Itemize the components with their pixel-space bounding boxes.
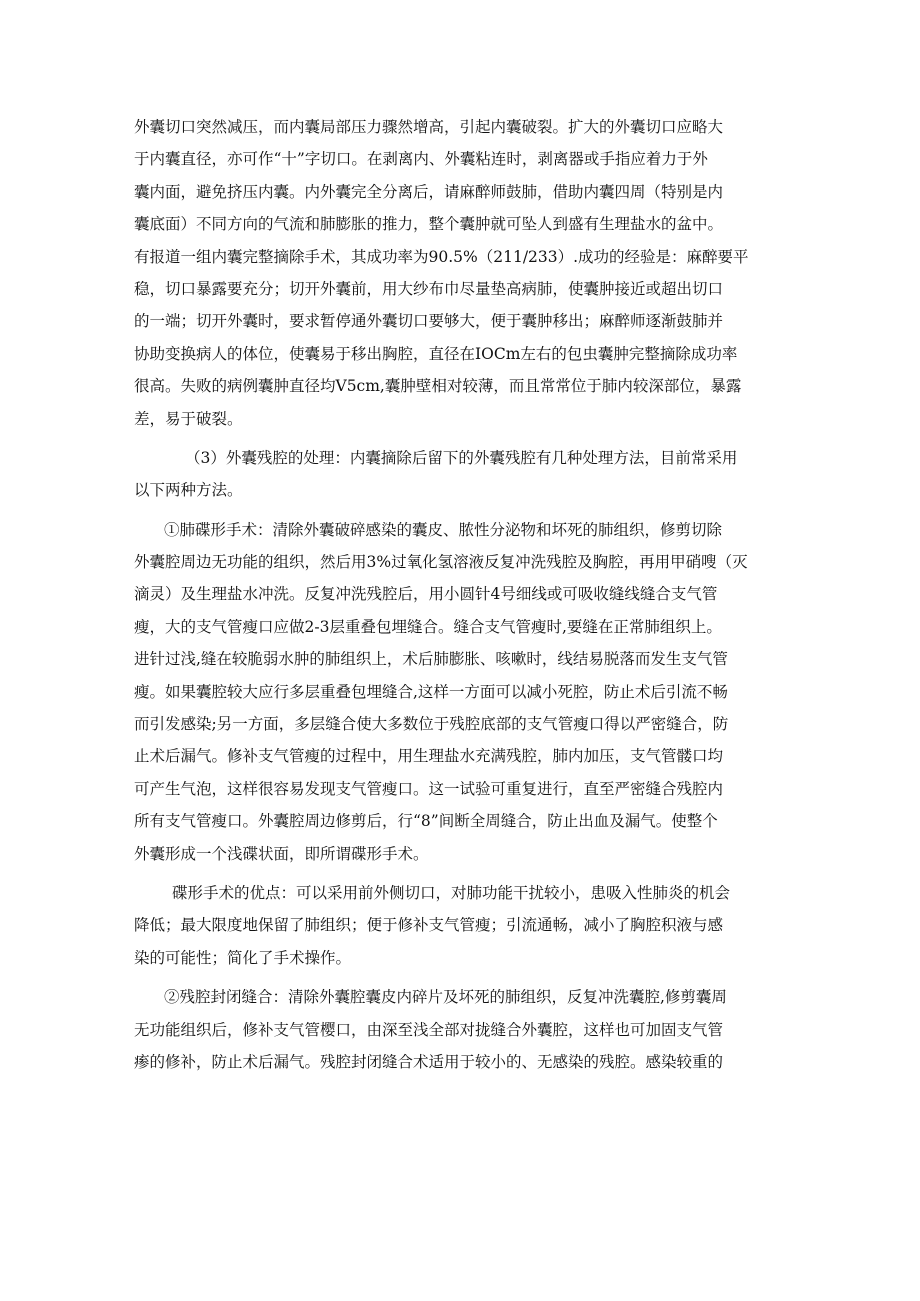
text-line: ①肺碟形手术：清除外囊破碎感染的囊皮、脓性分泌物和坏死的肺组织，修剪切除: [164, 520, 723, 539]
text-line: 碟形手术的优点：可以采用前外侧切口，对肺功能干扰较小，患吸入性肺炎的机会: [172, 883, 731, 902]
paragraph-spacer: [134, 435, 794, 442]
paragraph-cavity-closure: [134, 981, 794, 1078]
text-line: 有报道一组内囊完整摘除手术，其成功率为90.5%（211/233）.成功的经验是：麻醉要平: [134, 247, 749, 266]
text-line: 囊底面）不同方向的气流和肺膨胀的推力，整个囊肿就可坠人到盛有生理盐水的盆中。: [134, 215, 724, 234]
text-line: （3）外囊残腔的处理：内囊摘除后留下的外囊残腔有几种处理方法，目前常采用: [185, 448, 738, 467]
text-line: 瘆的修补，防止术后漏气。残腔封闭缝合术适用于较小的、无感染的残腔。感染较重的: [134, 1052, 724, 1071]
text-line: 所有支气管瘦口。外囊腔周边修剪后，行“8”间断全周缝合，防止出血及漏气。使整个: [134, 812, 718, 831]
text-line: 无功能组织后，修补支气管樱口，由深至浅全部对拢缝合外囊腔，这样也可加固支气管: [134, 1020, 724, 1039]
paragraph-spacer: [134, 974, 794, 981]
paragraph-spacer: [134, 507, 794, 514]
text-line: 滴灵）及生理盐水冲洗。反复冲洗残腔后，用小圆针4号细线或可吸收缝线缝合支气管: [134, 585, 718, 604]
paragraph-spacer: [134, 870, 794, 877]
text-line: 瘦，大的支气管瘦口应做2-3层重叠包埋缝合。缝合支气管瘦时,要缝在正常肺组织上。: [134, 617, 722, 636]
text-line: 差，易于破裂。: [134, 409, 243, 428]
text-line: 进针过浅,缝在较脆弱水肿的肺组织上，术后肺膨胀、咳嗽时，线结易脱落而发生支气管: [134, 650, 728, 669]
text-line: 外囊腔周边无功能的组织，然后用3%过氧化氢溶液反复冲洗残腔及胸腔，再用甲硝嗖（灭: [134, 553, 748, 572]
text-line: 染的可能性；简化了手术操作。: [134, 948, 352, 967]
text-line: 瘦。如果囊腔较大应行多层重叠包埋缝合,这样一方面可以减小死腔，防止术后引流不畅: [134, 682, 728, 701]
paragraph-saucerization-advantages: [134, 877, 794, 974]
text-line: 止术后漏气。修补支气管瘦的过程中，用生理盐水充满残腔，肺内加压，支气管髅口均: [134, 747, 724, 766]
paragraph-inner-cyst-removal: [134, 111, 794, 435]
document-body: [134, 111, 794, 1078]
text-line: 外囊形成一个浅碟状面，即所谓碟形手术。: [134, 844, 429, 863]
text-line: 降低；最大限度地保留了肺组织；便于修补支气管瘦；引流通畅，减小了胸腔积液与感: [134, 916, 724, 935]
text-line: 稳，切口暴露要充分；切开外囊前，用大纱布巾尽量垫高病肺，使囊肿接近或超出切口: [134, 279, 724, 298]
text-line: 可产生气泡，这样很容易发现支气管瘦口。这一试验可重复进行，直至严密缝合残腔内: [134, 779, 724, 798]
text-line: 的一端；切开外囊时，要求暂停通外囊切口要够大，便于囊肿移出；麻醉师逐渐鼓肺并: [134, 312, 724, 331]
text-line: 以下两种方法。: [134, 481, 243, 500]
paragraph-saucerization: [134, 514, 794, 870]
text-line: ②残腔封闭缝合：清除外囊腔囊皮内碎片及坏死的肺组织，反复冲洗囊腔,修剪囊周: [164, 988, 727, 1007]
text-line: 而引发感染;另一方面，多层缝合使大多数位于残腔底部的支气管瘦口得以严密缝合，防: [134, 715, 729, 734]
text-line: 于内囊直径，亦可作“十”字切口。在剥离内、外囊粘连时，剥离器或手指应着力于外: [134, 150, 708, 169]
text-line: 囊内面，避免挤压内囊。内外囊完全分离后，请麻醉师鼓肺，借助内囊四周（特别是内: [134, 182, 724, 201]
paragraph-residual-cavity-heading: [134, 442, 794, 507]
text-line: 很高。失败的病例囊肿直径均V5cm,囊肿壁相对较薄，而且常常位于肺内较深部位，暴露: [134, 377, 742, 396]
text-line: 协助变换病人的体位，使囊易于移出胸腔，直径在IOCm左右的包虫囊肿完整摘除成功率: [134, 344, 738, 363]
text-line: 外囊切口突然减压，而内囊局部压力骤然增高，引起内囊破裂。扩大的外囊切口应略大: [134, 118, 724, 136]
